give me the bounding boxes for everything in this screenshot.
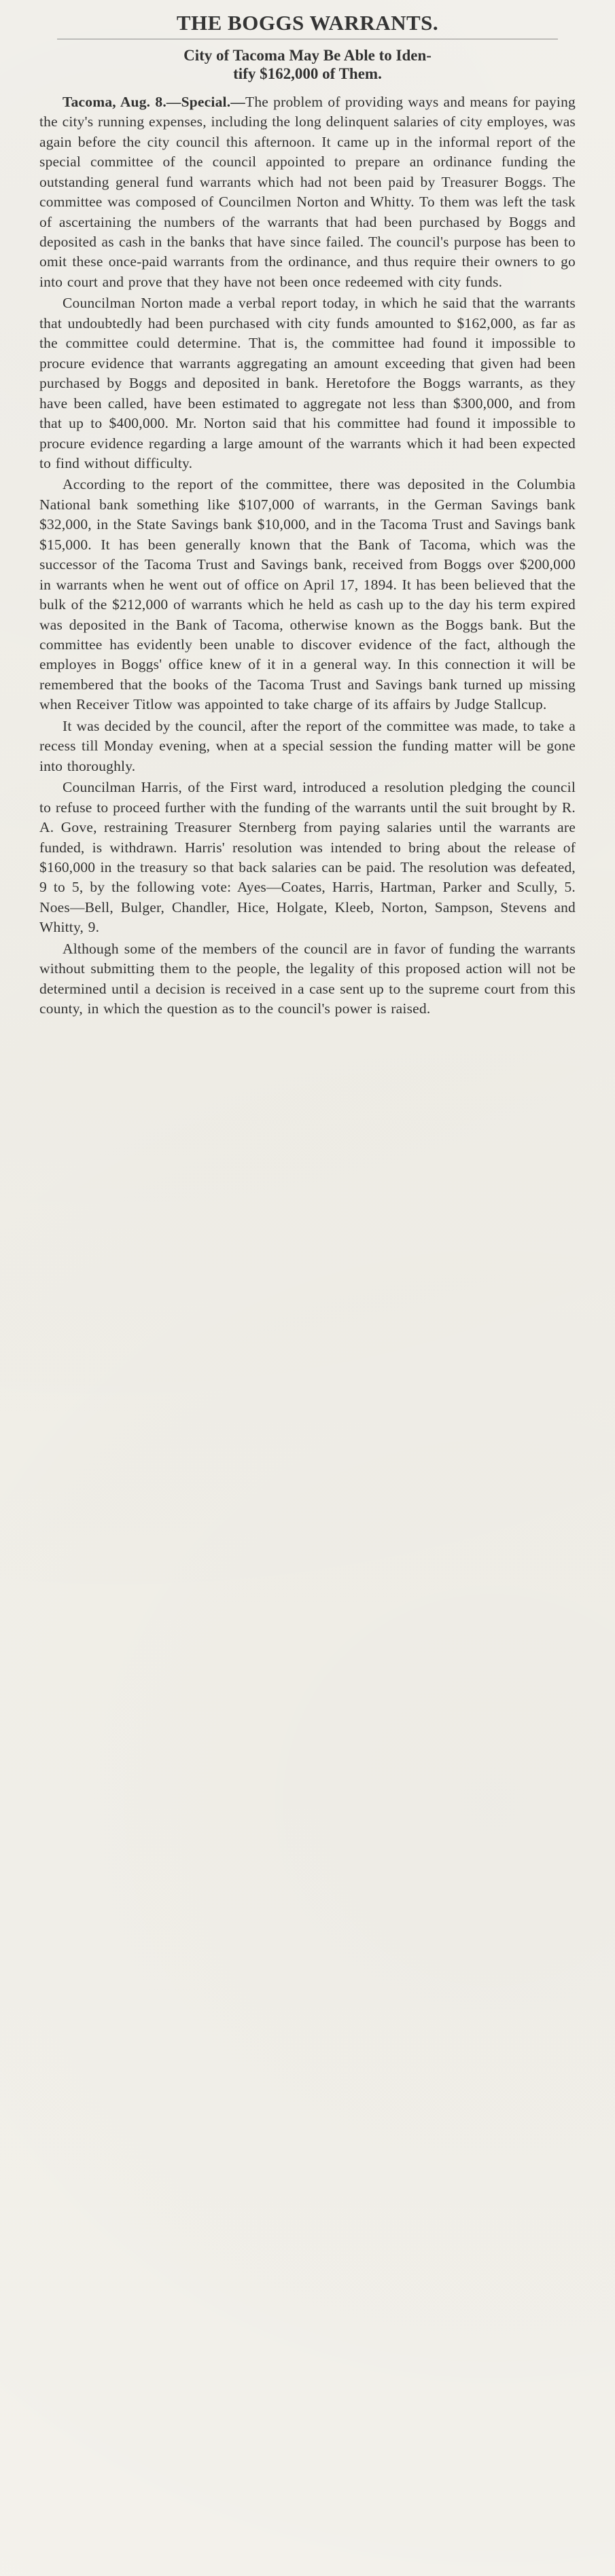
paragraph-2: Councilman Norton made a verbal report today, in which he said that the warrants that undoubtedly had been purchased with city funds amounted to $162,000, as far as the committee could determine. That is, the committee had found it impossible to procure evidence that warrants aggregating an amount exceeding that given had been purchased by Boggs and deposited in bank. Heretofore the Boggs warrants, as they have been called, have been estimated to aggregate not less than $300,000, and from that up to $400,000. Mr. Norton said that his committee had found it impossible to procure evidence regarding a large amount of the warrants which it had been expected to find without difficulty. (39, 295, 576, 471)
article-body (39, 92, 576, 1019)
paragraph-1-text: The problem of providing ways and means for paying the city's running expenses, including the long delinquent salaries of city employes, was again before the city council this afternoon. It came up in the informal report of the special committee of the council appointed to prepare an ordinance funding the outstanding general fund warrants which had not been paid by Treasurer Boggs. The committee was composed of Councilmen Norton and Whitty. To them was left the task of ascertaining the numbers of the warrants that had been purchased by Boggs and deposited as cash in the banks that have since failed. The council's purpose has been to omit these once-paid warrants from the ordinance, and thus require their owners to go into court and prove that they have not been once redeemed with city funds. (39, 93, 576, 290)
subheadline (39, 46, 576, 83)
paragraph-5: Councilman Harris, of the First ward, introduced a resolution pledging the council to refuse to proceed further with the funding of the warrants until the suit brought by R. A. Gove, restraining Treasurer Sternberg from paying salaries until the warrants are funded, is withdrawn. Harris' resolution was intended to bring about the release of $160,000 in the treasury so that back salaries can be paid. The resolution was defeated, 9 to 5, by the following vote: Ayes—Coates, Harris, Hartman, Parker and Scully, 5. Noes—Bell, Bulger, Chandler, Hice, Holgate, Kleeb, Norton, Sampson, Stevens and Whitty, 9. (39, 779, 576, 936)
page-title: THE BOGGS WARRANTS. (176, 11, 439, 35)
paragraph-1 (39, 92, 576, 293)
subheadline-line-1: City of Tacoma May Be Able to Iden- (183, 46, 432, 64)
paragraph-4: It was decided by the council, after the report of the committee was made, to take a recess till Monday evening, when at a special session the funding matter will be gone into thoroughly. (39, 717, 576, 774)
dateline: Tacoma, Aug. 8.—Special.— (63, 93, 245, 110)
paragraph-3: According to the report of the committee, there was deposited in the Columbia National bank something like $107,000 of warrants, in the German Savings bank $32,000, in the State Savings bank $10,000, and in the Tacoma Trust and Savings bank $15,000. It has been generally known that the Bank of Tacoma, which was the successor of the Tacoma Trust and Savings bank, received from Boggs over $200,000 in warrants when he went out of office on April 17, 1894. It has been believed that the bulk of the $212,000 of warrants which he held as cash up to the day his term expired was deposited in the Bank of Tacoma, otherwise known as the Boggs bank. But the committee has evidently been unable to discover evidence of the fact, although the employes in Boggs' office knew of it in a general way. In this connection it will be remembered that the books of the Tacoma Trust and Savings bank turned up missing when Receiver Titlow was appointed to take charge of its affairs by Judge Stallcup. (39, 476, 576, 713)
paragraph-6: Although some of the members of the council are in favor of funding the warrants without submitting them to the people, the legality of this proposed action will not be determined until a decision is received in a case sent up to the supreme court from this county, in which the question as to the council's power is raised. (39, 940, 576, 1017)
subheadline-line-2: tify $162,000 of Them. (233, 65, 382, 82)
